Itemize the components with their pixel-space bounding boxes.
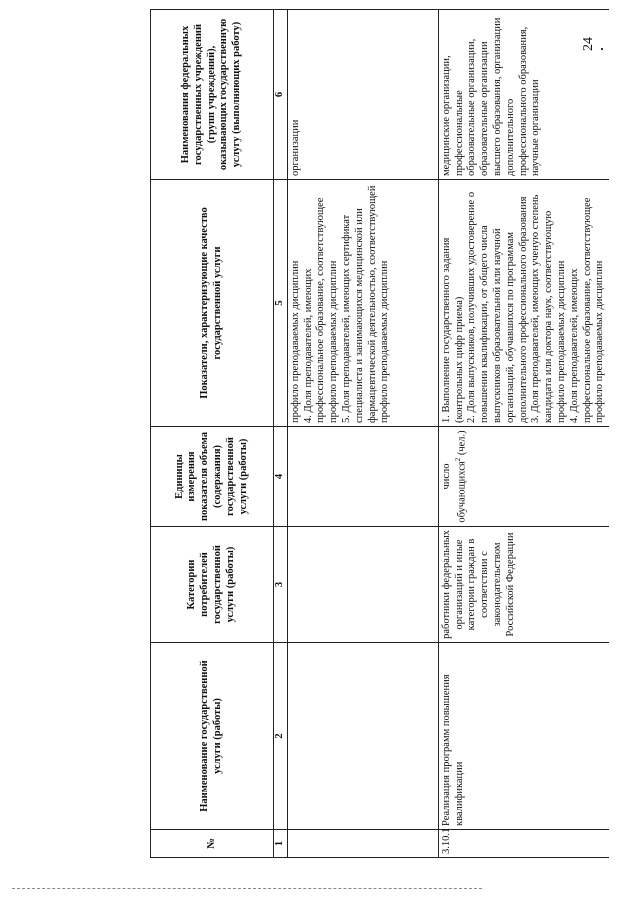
scan-speck bbox=[601, 48, 603, 50]
page-number: 24 bbox=[581, 37, 596, 51]
col-index-2: 2 bbox=[274, 643, 288, 830]
column-index-row bbox=[274, 10, 288, 858]
col-index-6: 6 bbox=[274, 10, 288, 180]
header-institutions: Наименования федеральных государственных учреждений (групп учреждений), оказывающих государственную услугу (выполняющих работу) bbox=[151, 10, 274, 180]
cont-quality-text: профило преподаваемых дисциплин 4. Доля преподавателей, имеющих профессиональное образование, соответствующее профило преподаваемых дисциплин 5. Доля преподавателей, имеющих сертификат специалиста и занимающихся медицинской или фармацевтической деятельностью, соответствующей профило преподаваемых дисциплин bbox=[287, 180, 438, 427]
cont-cell-4 bbox=[287, 427, 438, 527]
cont-cell-1 bbox=[287, 830, 438, 858]
rotated-table-page bbox=[150, 10, 640, 858]
header-consumer-category: Категории потребителей государственной услуги (работы) bbox=[151, 527, 274, 643]
unit-label: число обучающихся bbox=[440, 461, 468, 523]
cont-institutions-text: организации bbox=[287, 10, 438, 180]
quality-indicators: 1. Выполнение государственного задания (контрольных цифр приема) 2. Доля выпускников, получивших удостоверение о повышении квалификации, от общего числа выпускников образовательной или научной организаций, обучавшихся по программам дополнительного профессионального образования 3. Доля преподавателей, имеющих ученую степень кандидата или доктора наук, соответствующую профило преподаваемых дисциплин 4. Доля преподавателей, имеющих профессиональное образование, соответствующее профило преподаваемых дисциплин bbox=[438, 180, 609, 427]
col-index-3: 3 bbox=[274, 527, 288, 643]
page-bottom-rule bbox=[12, 888, 482, 889]
continuation-row bbox=[287, 10, 438, 858]
col-index-1: 1 bbox=[274, 830, 288, 858]
col-index-5: 5 bbox=[274, 180, 288, 427]
cont-cell-2 bbox=[287, 643, 438, 830]
row-number: 3.10.1 bbox=[438, 830, 609, 858]
institutions-list: медицинские организации, профессиональные образовательные организации, образовательные организации высшего образования, организации дополнительного профессионального образования, научные организации bbox=[438, 10, 609, 180]
cont-cell-3 bbox=[287, 527, 438, 643]
service-name: Реализация программ повышения квалификации bbox=[438, 643, 609, 830]
header-row bbox=[151, 10, 274, 858]
header-volume-unit: Единицы измерения показателя объема (содержания) государственной услуги (работы) bbox=[151, 427, 274, 527]
footnote-mark: 2 bbox=[453, 457, 462, 462]
header-service-name: Наименование государственной услуги (работы) bbox=[151, 643, 274, 830]
table-row bbox=[438, 10, 609, 858]
header-quality-indicators: Показатели, характеризующие качество государственной услуги bbox=[151, 180, 274, 427]
services-table bbox=[150, 9, 609, 858]
consumer-category: работники федеральных организаций и иные категории граждан в соответствии с законодательством Российской Федерации bbox=[438, 527, 609, 643]
header-num: № bbox=[151, 830, 274, 858]
volume-unit bbox=[438, 427, 609, 527]
col-index-4: 4 bbox=[274, 427, 288, 527]
unit-abbrev: (чел.) bbox=[456, 430, 468, 456]
